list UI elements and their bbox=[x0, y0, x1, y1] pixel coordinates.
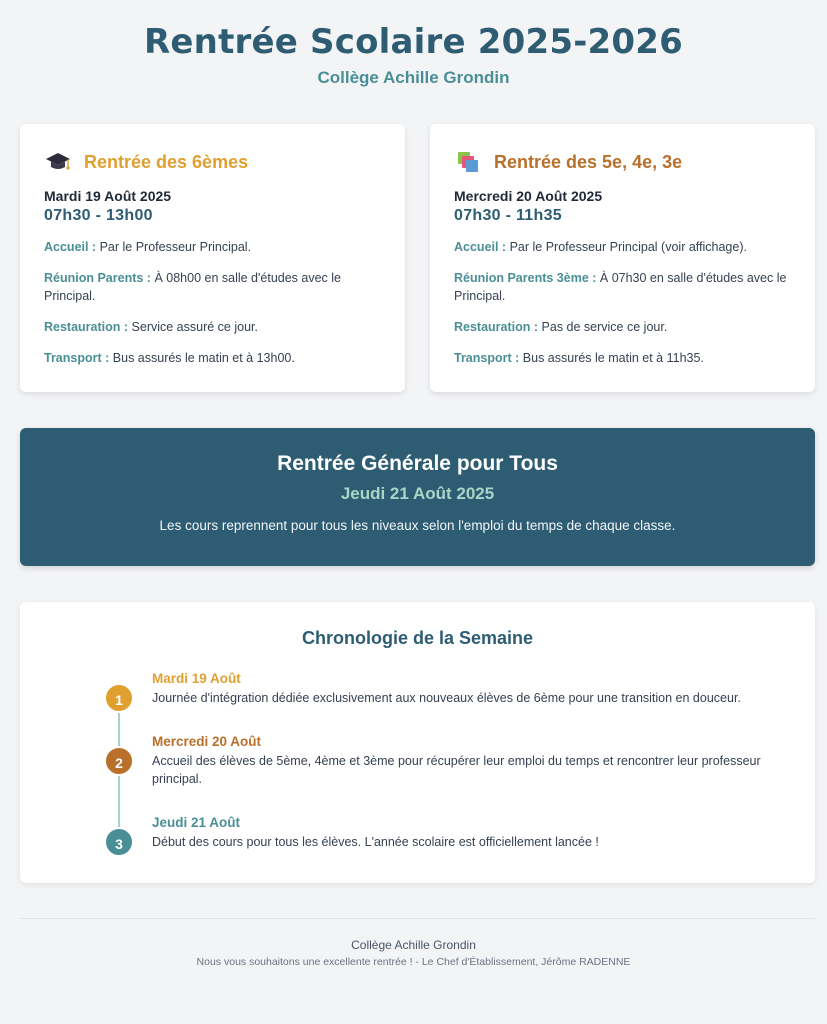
page-footer bbox=[0, 938, 827, 968]
banner-text: Les cours reprennent pour tous les niveaux selon l'emploi du temps de chaque classe. bbox=[159, 518, 676, 533]
info-value: Pas de service ce jour. bbox=[541, 320, 668, 334]
card-header bbox=[454, 148, 791, 176]
info-row-reunion bbox=[44, 269, 381, 305]
timeline-body bbox=[152, 671, 772, 707]
timeline-date: Mercredi 20 Août bbox=[152, 734, 262, 749]
info-label: Transport : bbox=[454, 351, 520, 365]
info-label: Accueil : bbox=[454, 240, 507, 254]
general-rentree-banner bbox=[20, 428, 815, 566]
timeline-date: Mardi 19 Août bbox=[152, 671, 241, 686]
card-title: Rentrée des 6èmes bbox=[84, 151, 249, 172]
info-row-accueil bbox=[44, 238, 381, 256]
timeline-description: Début des cours pour tous les élèves. L'année scolaire est officiellement lancée ! bbox=[152, 835, 599, 849]
info-label: Restauration : bbox=[44, 320, 129, 334]
info-value: À 08h00 en salle d'études avec le Principal. bbox=[44, 271, 342, 303]
timeline-date: Jeudi 21 Août bbox=[152, 815, 241, 830]
card-6emes bbox=[20, 124, 405, 392]
info-label: Réunion Parents 3ème : bbox=[454, 271, 597, 285]
card-time: 07h30 - 13h00 bbox=[44, 207, 153, 224]
info-value: Bus assurés le matin et à 13h00. bbox=[112, 351, 295, 365]
banner-date: Jeudi 21 Août 2025 bbox=[340, 484, 495, 503]
card-time: 07h30 - 11h35 bbox=[454, 207, 562, 224]
info-value: Service assuré ce jour. bbox=[131, 320, 258, 334]
info-row-transport bbox=[44, 349, 381, 367]
info-row-restauration bbox=[454, 318, 791, 336]
timeline-title: Chronologie de la Semaine bbox=[301, 628, 534, 648]
info-label: Accueil : bbox=[44, 240, 97, 254]
step-number-badge: 1 bbox=[104, 683, 134, 713]
info-label: Restauration : bbox=[454, 320, 539, 334]
banner-title: Rentrée Générale pour Tous bbox=[277, 452, 558, 475]
card-date: Mercredi 20 Août 2025 bbox=[454, 188, 603, 204]
timeline-section bbox=[20, 602, 815, 883]
timeline-description: Journée d'intégration dédiée exclusivement aux nouveaux élèves de 6ème pour une transition en douceur. bbox=[152, 691, 741, 705]
timeline-description: Accueil des élèves de 5ème, 4ème et 3ème pour récupérer leur emploi du temps et rencontrer leur professeur principal. bbox=[152, 754, 761, 786]
books-icon bbox=[454, 148, 482, 176]
info-value: Par le Professeur Principal (voir affichage). bbox=[509, 240, 747, 254]
page-subtitle: Collège Achille Grondin bbox=[317, 68, 510, 87]
timeline-body bbox=[152, 815, 772, 851]
card-title: Rentrée des 5e, 4e, 3e bbox=[494, 151, 683, 172]
graduation-cap-icon bbox=[44, 148, 72, 176]
card-5e-4e-3e bbox=[430, 124, 815, 392]
info-row-reunion bbox=[454, 269, 791, 305]
page-header bbox=[0, 0, 827, 88]
page-title: Rentrée Scolaire 2025-2026 bbox=[144, 22, 683, 62]
info-value: À 07h30 en salle d'études avec le Principal. bbox=[454, 271, 787, 303]
info-row-accueil bbox=[454, 238, 791, 256]
info-label: Réunion Parents : bbox=[44, 271, 151, 285]
info-row-restauration bbox=[44, 318, 381, 336]
footer-message: Nous vous souhaitons une excellente rentrée ! - Le Chef d'Établissement, Jérôme RADENNE bbox=[196, 956, 631, 968]
footer-school-name: Collège Achille Grondin bbox=[351, 938, 476, 952]
timeline-body bbox=[152, 734, 772, 788]
info-value: Par le Professeur Principal. bbox=[99, 240, 252, 254]
footer-divider bbox=[20, 918, 815, 919]
card-date: Mardi 19 Août 2025 bbox=[44, 188, 172, 204]
card-header bbox=[44, 148, 381, 176]
step-number-badge: 2 bbox=[104, 746, 134, 776]
step-number-badge: 3 bbox=[104, 827, 134, 857]
info-value: Bus assurés le matin et à 11h35. bbox=[522, 351, 704, 365]
cards-row bbox=[20, 124, 815, 392]
info-label: Transport : bbox=[44, 351, 110, 365]
info-row-transport bbox=[454, 349, 791, 367]
